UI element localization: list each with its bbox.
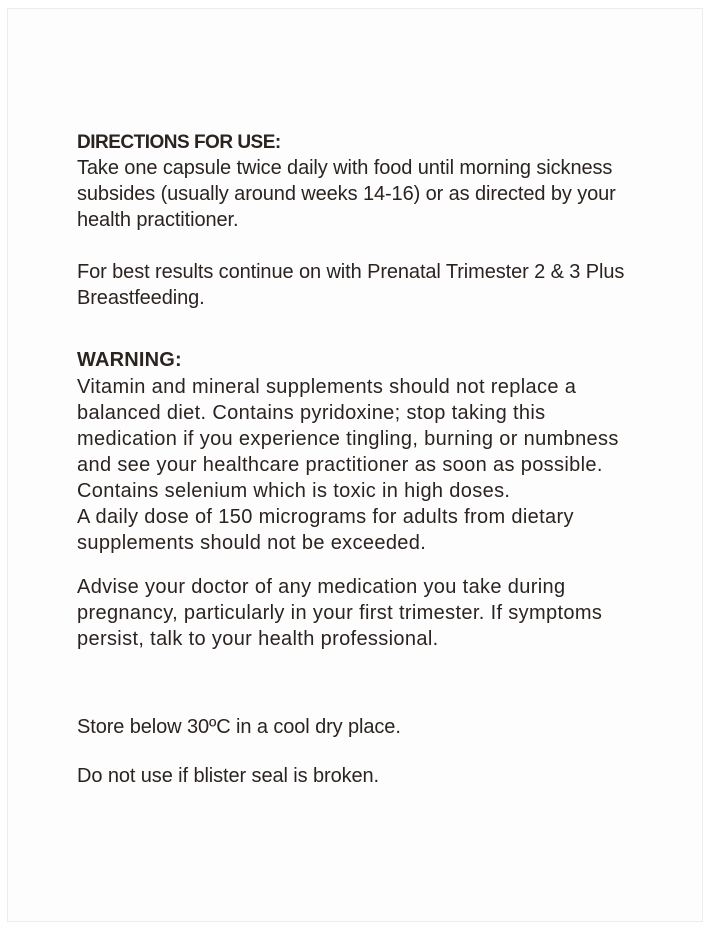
storage-instruction: Store below 30ºC in a cool dry place. <box>77 716 401 738</box>
directions-paragraph: Take one capsule twice daily with food until morning sickness subsides (usually around weeks 14-16) or as directed by your health practitioner. <box>77 157 616 231</box>
continuation-paragraph: For best results continue on with Prenatal Trimester 2 & 3 Plus Breastfeeding. <box>77 261 625 309</box>
warning-paragraph: Vitamin and mineral supplements should not replace a balanced diet. Contains pyridoxine; stop taking this medication if you experience tingling, burning or numbness and see your healthcare practitioner as soon as possible. Contains selenium which is toxic in high doses. A daily dose of 150 micrograms for adults from dietary supplements should not be exceeded. <box>77 376 619 554</box>
warning-heading: WARNING: <box>77 349 182 371</box>
advice-paragraph: Advise your doctor of any medication you take during pregnancy, particularly in your first trimester. If symptoms persist, talk to your health professional. <box>77 576 603 650</box>
directions-heading: DIRECTIONS FOR USE: <box>77 132 281 153</box>
blister-seal-notice: Do not use if blister seal is broken. <box>77 765 380 787</box>
